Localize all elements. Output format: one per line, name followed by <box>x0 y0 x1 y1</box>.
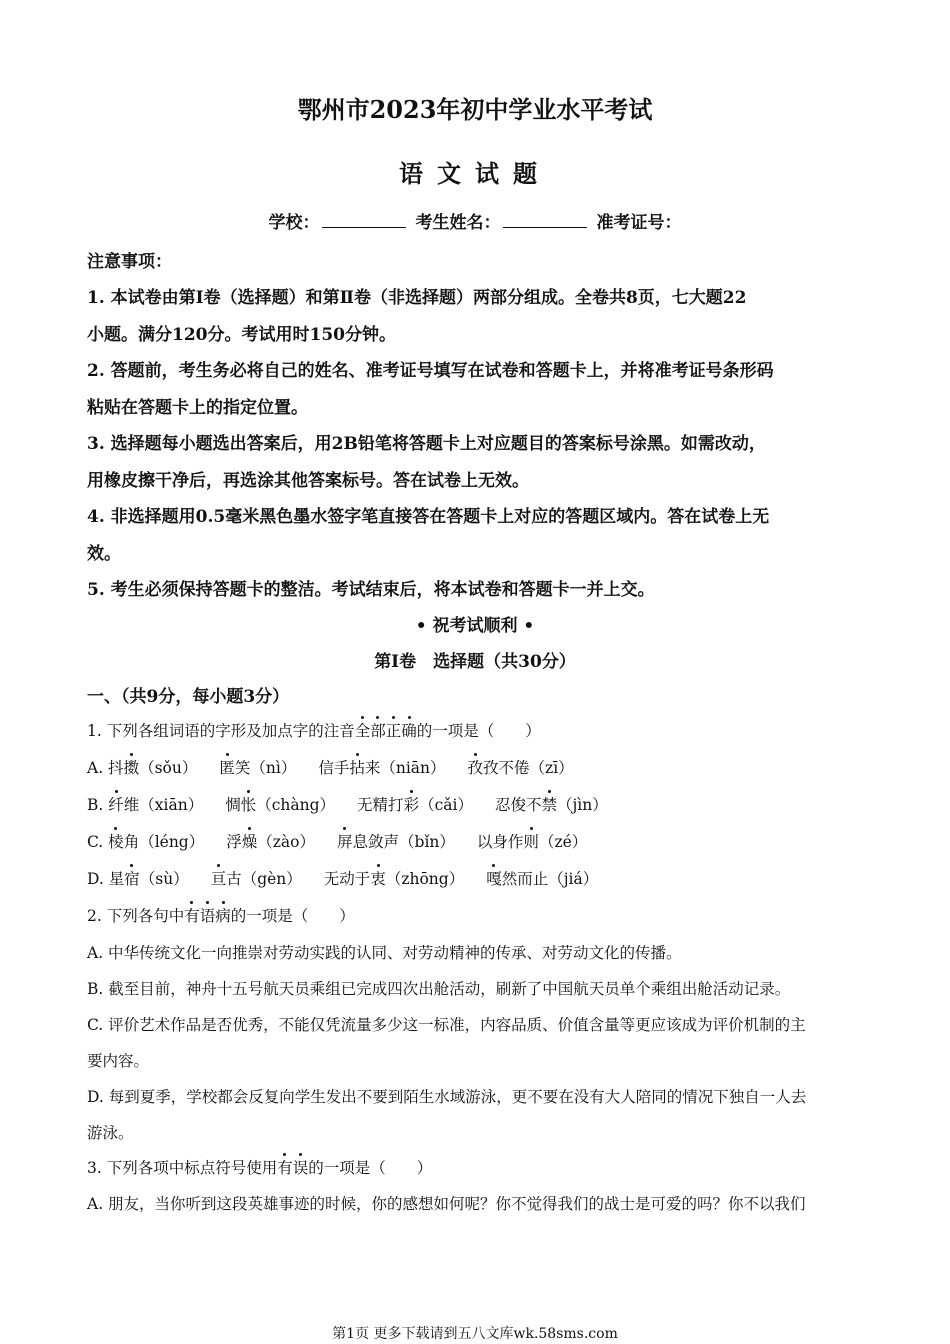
dotted-char: 有 <box>184 904 200 926</box>
question-2-option-c: C. 评价艺术作品是否优秀，不能仅凭流量多少这一标准，内容品质、价值含量等更应该成为评价机制的主 <box>87 1016 806 1034</box>
emphasis-dotted <box>355 722 417 740</box>
candidate-info-line <box>0 208 950 233</box>
question-2-option-d: D. 每到夏季，学校都会反复向学生发出不要到陌生水域游泳，更不要在没有大人陪同的情况下独自一人去 <box>87 1088 807 1106</box>
part-one-heading: 一、（共9分，每小题3分） <box>87 687 290 707</box>
name-blank <box>503 213 587 228</box>
dotted-char: 全 <box>355 719 371 741</box>
dotted-char: 误 <box>293 1156 309 1178</box>
dotted-char: 语 <box>200 904 216 926</box>
dotted-char: 有 <box>277 1156 293 1178</box>
question-1-option-b: B. 纤维（xiān） 惆怅（chàng） 无精打彩（cǎi） 忍俊不禁（jìn） <box>87 793 867 815</box>
notice-line: 5. 考生必须保持答题卡的整洁。考试结束后，将本试卷和答题卡一并上交。 <box>87 580 655 600</box>
section-title: 第Ⅰ卷 选择题（共30分） <box>374 652 576 672</box>
notice-line: 小题。满分120分。考试用时150分钟。 <box>87 325 396 345</box>
exam-subtitle: 语文试题 <box>399 159 551 188</box>
id-label: 准考证号： <box>596 213 682 233</box>
question-3-option-a: A. 朋友，当你听到这段英雄事迹的时候，你的感想如何呢？你不觉得我们的战士是可爱的吗？你不以我们 <box>87 1195 806 1213</box>
notice-heading: 注意事项： <box>87 252 172 272</box>
question-2-option-d-cont: 游泳。 <box>87 1124 134 1142</box>
notice-line: 4. 非选择题用0.5毫米黑色墨水签字笔直接答在答题卡上对应的答题区域内。答在试卷上无 <box>87 507 770 527</box>
question-1-option-a: A. 抖擞（sǒu） 匿笑（nì） 信手拈来（niān） 孜孜不倦（zī） <box>87 756 867 778</box>
page-footer: 第1页 更多下载请到五八文库wk.58sms.com <box>332 1326 618 1342</box>
emphasis-dotted <box>184 907 231 925</box>
notice-line: 2. 答题前，考生务必将自己的姓名、准考证号填写在试卷和答题卡上，并将准考证号条形码 <box>87 361 774 381</box>
dotted-char: 正 <box>386 719 402 741</box>
question-3-stem: 3. 下列各项中标点符号使用有误的一项是（ ） <box>87 1156 867 1178</box>
exam-title: 鄂州市2023年初中学业水平考试 <box>297 95 653 124</box>
notice-line: 1. 本试卷由第Ⅰ卷（选择题）和第Ⅱ卷（非选择题）两部分组成。全卷共8页，七大题22 <box>87 288 747 308</box>
notice-line: 效。 <box>87 544 121 564</box>
question-1-stem: 1. 下列各组词语的字形及加点字的注音全部正确的一项是（ ） <box>87 719 867 741</box>
question-2-option-b: B. 截至目前，神舟十五号航天员乘组已完成四次出舱活动，刷新了中国航天员单个乘组出舱活动记录。 <box>87 980 791 998</box>
notice-line: 粘贴在答题卡上的指定位置。 <box>87 398 308 418</box>
notice-line: 3. 选择题每小题选出答案后，用2B铅笔将答题卡上对应题目的答案标号涂黑。如需改动， <box>87 434 766 454</box>
name-label: 考生姓名： <box>415 213 501 233</box>
question-2-option-c-cont: 要内容。 <box>87 1052 150 1070</box>
question-2-stem: 2. 下列各句中有语病的一项是（ ） <box>87 904 867 926</box>
question-1-option-c: C. 棱角（léng） 浮燥（zào） 屏息敛声（bǐn） 以身作则（zé） <box>87 830 867 852</box>
dotted-char: 部 <box>370 719 386 741</box>
dotted-char: 病 <box>215 904 231 926</box>
good-luck-wish: • 祝考试顺利 • <box>415 616 535 636</box>
school-label: 学校： <box>268 213 320 233</box>
emphasis-dotted <box>277 1159 308 1177</box>
dotted-char: 确 <box>401 719 417 741</box>
question-1-option-d: D. 星宿（sù） 亘古（gèn） 无动于衷（zhōng） 嘎然而止（jiá） <box>87 867 867 889</box>
notice-line: 用橡皮擦干净后，再选涂其他答案标号。答在试卷上无效。 <box>87 471 529 491</box>
question-2-option-a: A. 中华传统文化一向推崇对劳动实践的认同、对劳动精神的传承、对劳动文化的传播。 <box>87 944 682 962</box>
school-blank <box>322 213 406 228</box>
